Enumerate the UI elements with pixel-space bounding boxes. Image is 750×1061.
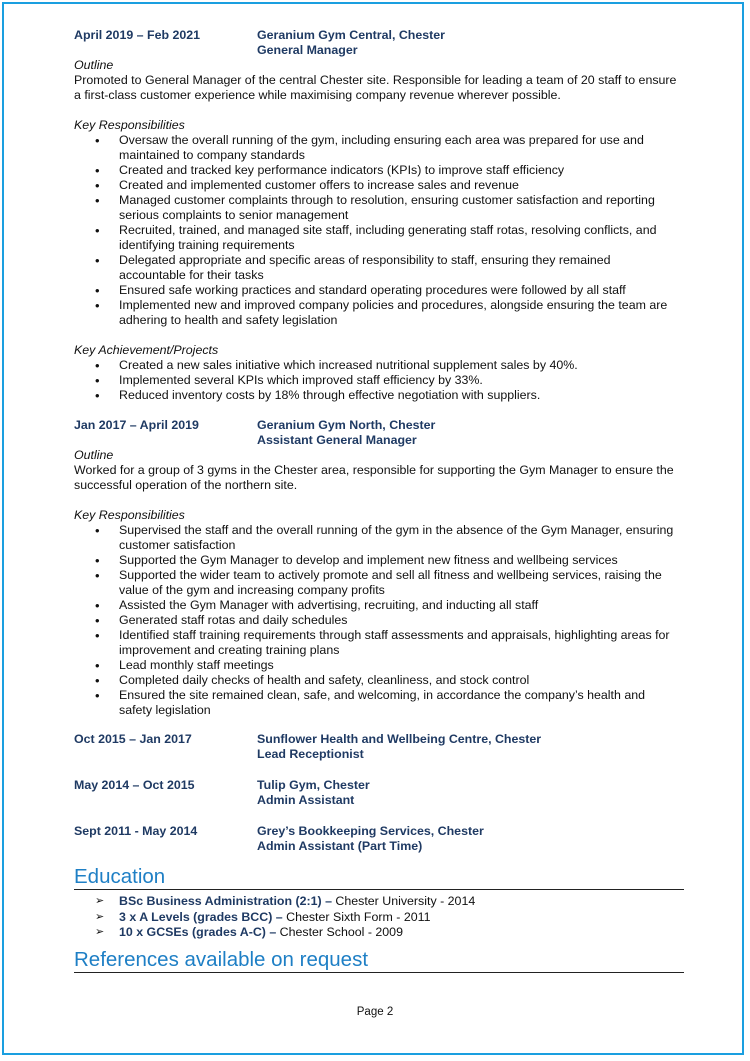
job-dates: Jan 2017 – April 2019 <box>74 418 199 432</box>
job-entry-1 <box>74 28 684 403</box>
job-entry-3 <box>74 732 684 762</box>
cv-content <box>74 28 684 973</box>
job-dates: Oct 2015 – Jan 2017 <box>74 732 192 746</box>
job-role-row <box>74 793 684 808</box>
job-employer: Geranium Gym North, Chester <box>257 418 436 432</box>
outline-text: Promoted to General Manager of the central Chester site. Responsible for leading a team of 20 staff to ensure a first-class customer experience while maximising company revenue wherever possible. <box>74 73 677 102</box>
spacer <box>74 808 684 824</box>
list-item: • Lead monthly staff meetings <box>119 658 684 673</box>
list-item: • Identified staff training requirements through staff assessments and appraisals, highlighting areas for improvement and creating training plans <box>119 628 684 658</box>
list-item: • Supervised the staff and the overall running of the gym in the absence of the Gym Manager, ensuring customer satisfaction <box>119 523 684 553</box>
job-header <box>74 824 684 839</box>
spacer <box>74 103 684 118</box>
job-header <box>74 778 684 793</box>
education-institution: Chester Sixth Form - 2011 <box>282 909 431 924</box>
education-qualification: 10 x GCSEs (grades A-C) – <box>119 925 277 939</box>
outline-label: Outline <box>74 58 114 72</box>
list-item: • Oversaw the overall running of the gym, including ensuring each area was prepared for use and maintained to company standards <box>119 133 684 163</box>
job-role-row <box>74 839 684 854</box>
list-item: • Recruited, trained, and managed site staff, including generating staff rotas, resolving conflicts, and identifying training requirements <box>119 223 684 253</box>
list-item: • Reduced inventory costs by 18% through effective negotiation with suppliers. <box>119 388 684 403</box>
list-item: • Generated staff rotas and daily schedules <box>119 613 684 628</box>
job-role: General Manager <box>257 43 358 57</box>
job-employer: Geranium Gym Central, Chester <box>257 28 445 42</box>
list-item: • Implemented several KPIs which improved staff efficiency by 33%. <box>119 373 684 388</box>
list-item: • Supported the wider team to actively promote and sell all fitness and wellbeing services, raising the value of the gym and increasing company profits <box>119 568 684 598</box>
list-item: • Implemented new and improved company policies and procedures, alongside ensuring the team are adhering to health and safety legislation <box>119 298 684 328</box>
job-dates: Sept 2011 - May 2014 <box>74 824 198 838</box>
responsibilities-list <box>74 133 684 328</box>
job-role: Lead Receptionist <box>257 747 364 761</box>
list-item: • Created a new sales initiative which increased nutritional supplement sales by 40%. <box>119 358 684 373</box>
responsibilities-label: Key Responsibilities <box>74 118 185 132</box>
education-institution: Chester University - 2014 <box>331 894 476 908</box>
spacer <box>74 762 684 778</box>
education-item <box>119 910 684 926</box>
outline-text: Worked for a group of 3 gyms in the Chester area, responsible for supporting the Gym Manager to ensure the successful operation of the northern site. <box>74 463 674 492</box>
job-role-row <box>74 747 684 762</box>
education-item <box>119 894 684 910</box>
page-number: Page 2 <box>356 1006 394 1018</box>
job-entry-2 <box>74 418 684 718</box>
education-qualification: BSc Business Administration (2:1) – <box>119 894 332 908</box>
achievements-list <box>74 358 684 403</box>
job-role-row <box>74 433 684 448</box>
job-header <box>74 28 684 43</box>
job-dates: April 2019 – Feb 2021 <box>74 28 201 42</box>
job-dates-spacer <box>74 433 257 448</box>
job-header <box>74 418 684 433</box>
list-item: • Assisted the Gym Manager with advertising, recruiting, and inducting all staff <box>119 598 684 613</box>
job-employer: Tulip Gym, Chester <box>257 778 370 792</box>
list-item: • Ensured safe working practices and standard operating procedures were followed by all staff <box>119 283 684 298</box>
job-dates-spacer <box>74 793 257 808</box>
job-role: Assistant General Manager <box>257 433 417 447</box>
outline-label: Outline <box>74 448 114 462</box>
list-item: • Delegated appropriate and specific areas of responsibility to staff, ensuring they remained accountable for their tasks <box>119 253 684 283</box>
cv-page <box>2 2 744 1055</box>
responsibilities-label: Key Responsibilities <box>74 508 185 522</box>
education-institution: Chester School - 2009 <box>276 925 403 939</box>
list-item: • Completed daily checks of health and safety, cleanliness, and stock control <box>119 673 684 688</box>
job-role: Admin Assistant (Part Time) <box>257 839 423 853</box>
job-entry-5 <box>74 824 684 854</box>
list-item: • Created and implemented customer offers to increase sales and revenue <box>119 178 684 193</box>
education-item <box>119 925 684 941</box>
job-header <box>74 732 684 747</box>
job-employer: Sunflower Health and Wellbeing Centre, Chester <box>257 732 542 746</box>
education-qualification: 3 x A Levels (grades BCC) – <box>119 909 283 924</box>
job-dates: May 2014 – Oct 2015 <box>74 778 195 792</box>
job-role: Admin Assistant <box>257 793 355 807</box>
job-dates-spacer <box>74 839 257 854</box>
spacer <box>74 493 684 508</box>
job-dates-spacer <box>74 43 257 58</box>
spacer <box>74 328 684 343</box>
list-item: • Managed customer complaints through to resolution, ensuring customer satisfaction and reporting serious complaints to senior management <box>119 193 684 223</box>
list-item: • Created and tracked key performance indicators (KPIs) to improve staff efficiency <box>119 163 684 178</box>
list-item: • Supported the Gym Manager to develop and implement new fitness and wellbeing services <box>119 553 684 568</box>
education-heading: Education <box>74 866 684 890</box>
list-item: • Ensured the site remained clean, safe, and welcoming, in accordance the company’s health and safety legislation <box>119 688 684 718</box>
spacer <box>74 718 684 732</box>
job-employer: Grey’s Bookkeeping Services, Chester <box>257 824 484 838</box>
education-list <box>74 894 684 941</box>
job-dates-spacer <box>74 747 257 762</box>
references-heading: References available on request <box>74 949 684 973</box>
job-entry-4 <box>74 778 684 808</box>
job-role-row <box>74 43 684 58</box>
responsibilities-list <box>74 523 684 718</box>
spacer <box>74 403 684 418</box>
achievements-label: Key Achievement/Projects <box>74 343 219 357</box>
